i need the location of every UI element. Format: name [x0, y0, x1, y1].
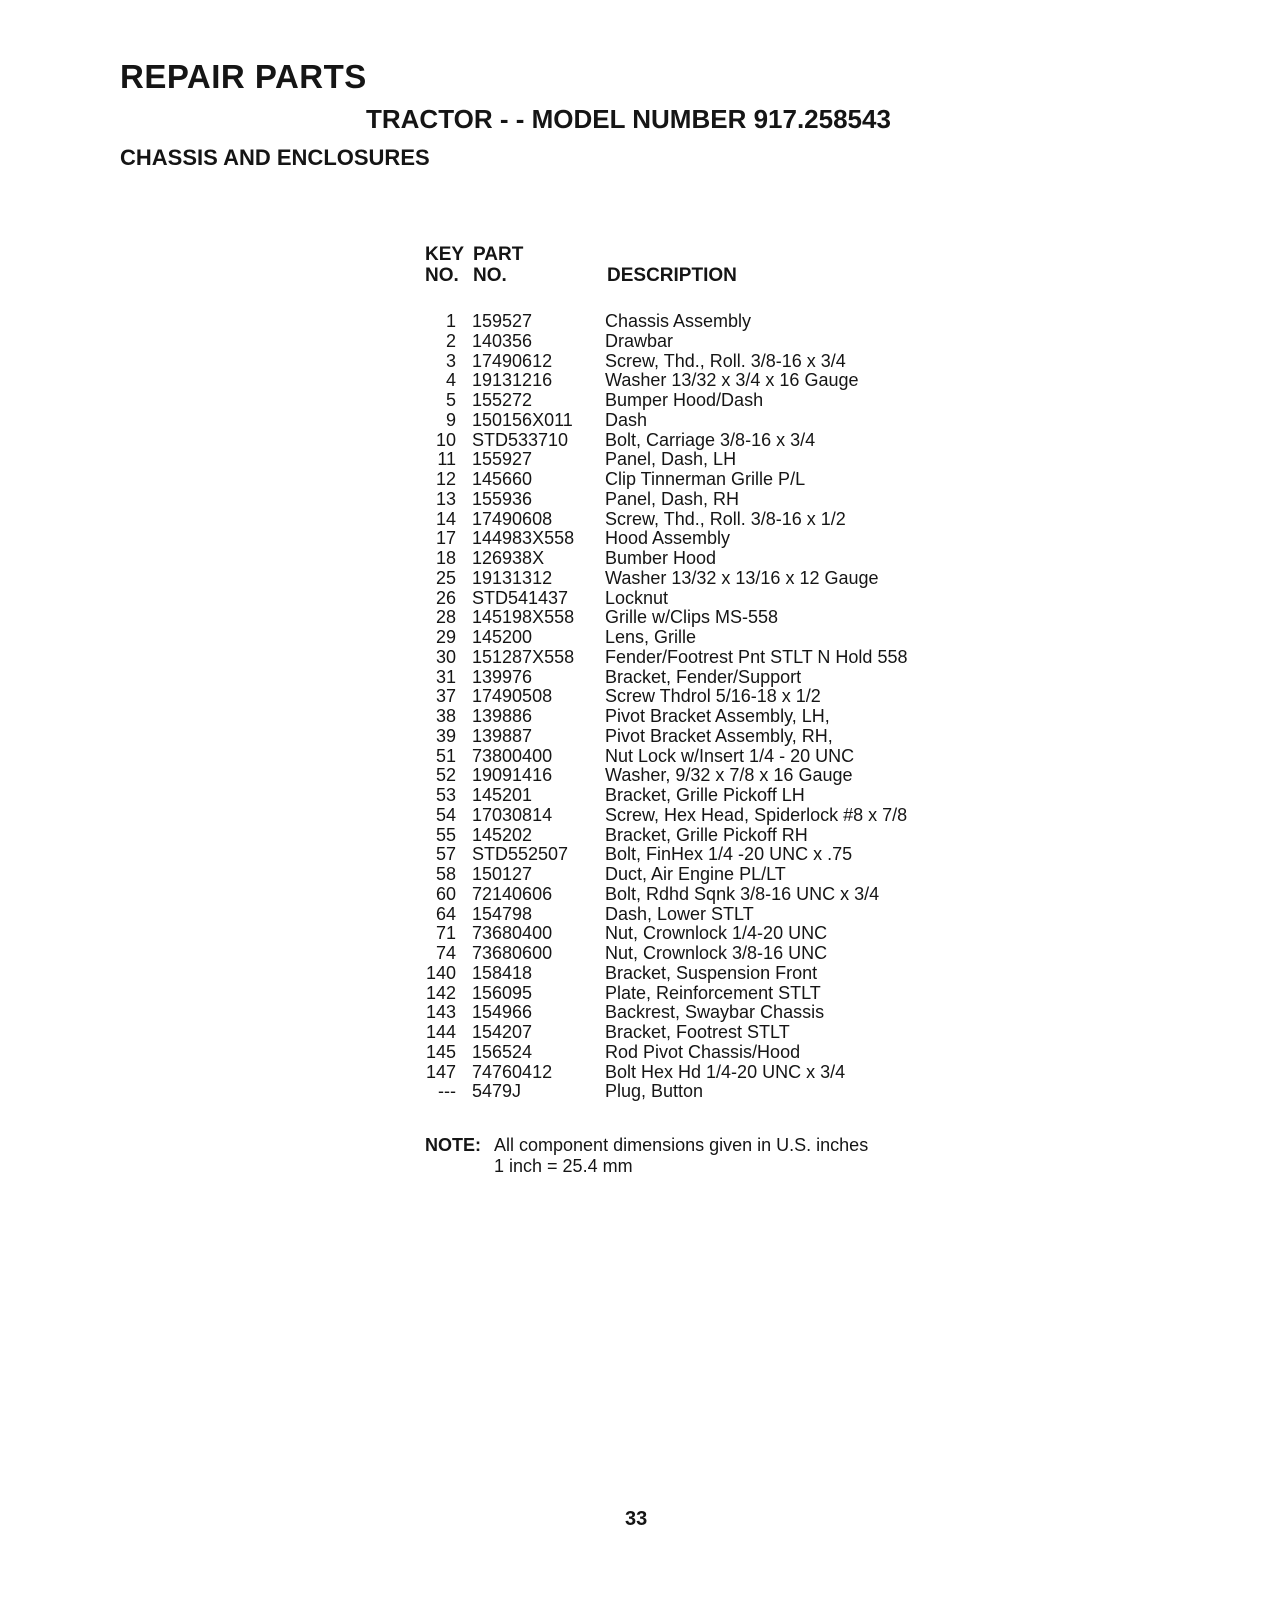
part-description: Dash [605, 409, 648, 430]
part-description: Washer 13/32 x 13/16 x 12 Gauge [605, 567, 879, 588]
part-description: Washer, 9/32 x 7/8 x 16 Gauge [605, 765, 853, 786]
part-number: 19131312 [472, 567, 553, 588]
part-number: 140356 [472, 330, 533, 351]
table-row [420, 312, 980, 332]
part-number: 139887 [472, 725, 533, 746]
part-description: Drawbar [605, 330, 674, 351]
part-number: 154798 [472, 903, 533, 924]
part-description: Rod Pivot Chassis/Hood [605, 1041, 801, 1062]
part-description: Panel, Dash, LH [605, 449, 737, 470]
part-number: 154966 [472, 1002, 533, 1023]
part-description: Plug, Button [605, 1081, 704, 1102]
part-column-header-line2: NO. [473, 265, 507, 286]
part-description: Screw, Thd., Roll. 3/8-16 x 1/2 [605, 508, 846, 529]
key-number: 4 [445, 370, 456, 391]
table-row [420, 687, 980, 707]
part-description: Panel, Dash, RH [605, 488, 740, 509]
page-title: REPAIR PARTS [120, 58, 367, 95]
key-number: 39 [435, 725, 456, 746]
key-number: --- [438, 1081, 456, 1102]
table-row [420, 924, 980, 944]
table-row [420, 608, 980, 628]
key-number: 2 [445, 330, 456, 351]
table-row [420, 628, 980, 648]
model-heading: TRACTOR - - MODEL NUMBER 917.258543 [366, 104, 891, 134]
part-description: Bracket, Grille Pickoff RH [605, 824, 808, 845]
table-row [420, 766, 980, 786]
key-number: 71 [435, 923, 456, 944]
table-row [420, 510, 980, 530]
part-number: 151287X558 [472, 646, 575, 667]
part-number: 17490508 [472, 686, 553, 707]
key-number: 14 [435, 508, 456, 529]
part-number: 144983X558 [472, 528, 575, 549]
key-number: 12 [435, 469, 456, 489]
table-row [420, 944, 980, 964]
part-number: 150127 [472, 864, 533, 884]
description-column-header: DESCRIPTION [607, 265, 737, 286]
table-row [420, 470, 980, 490]
key-number: 3 [445, 350, 456, 371]
part-number: STD533710 [472, 429, 569, 450]
part-number: 155936 [472, 488, 533, 509]
part-description: Nut, Crownlock 1/4-20 UNC [605, 923, 828, 944]
key-number: 11 [437, 449, 456, 470]
part-number: 126938X [472, 548, 545, 568]
key-number: 10 [435, 429, 456, 450]
part-number: 145202 [472, 824, 533, 845]
parts-list [420, 312, 980, 1102]
key-number: 26 [435, 587, 456, 608]
table-row [420, 352, 980, 372]
table-row [420, 865, 980, 885]
key-number: 140 [425, 962, 456, 983]
key-number: 38 [435, 706, 456, 726]
part-number: 73680600 [472, 943, 553, 963]
part-column-header-line1: PART [473, 244, 524, 265]
part-description: Screw, Hex Head, Spiderlock #8 x 7/8 [605, 804, 908, 825]
part-description: Screw Thdrol 5/16-18 x 1/2 [605, 686, 821, 707]
table-row [420, 1043, 980, 1063]
part-number: STD541437 [472, 587, 569, 608]
table-row [420, 826, 980, 846]
key-number: 9 [445, 409, 456, 430]
table-row [420, 905, 980, 925]
part-description: Washer 13/32 x 3/4 x 16 Gauge [605, 370, 859, 391]
table-row [420, 984, 980, 1004]
table-row [420, 1063, 980, 1083]
table-row [420, 885, 980, 905]
part-description: Bracket, Fender/Support [605, 666, 802, 687]
key-number: 17 [435, 528, 456, 549]
key-column-header-line2: NO. [425, 265, 459, 286]
table-row [420, 1082, 980, 1102]
note-text-line1: All component dimensions given in U.S. inches [494, 1135, 869, 1155]
part-description: Grille w/Clips MS-558 [605, 607, 779, 628]
key-number: 145 [425, 1041, 456, 1062]
key-number: 143 [425, 1002, 456, 1023]
key-number: 5 [445, 390, 456, 410]
part-description: Screw, Thd., Roll. 3/8-16 x 3/4 [605, 350, 846, 371]
part-number: 5479J [472, 1081, 522, 1102]
key-number: 18 [435, 548, 456, 568]
part-number: 139886 [472, 706, 533, 726]
part-description: Bolt, Carriage 3/8-16 x 3/4 [605, 429, 816, 450]
part-number: 145200 [472, 627, 533, 647]
table-row [420, 845, 980, 865]
part-number: 139976 [472, 666, 533, 687]
key-number: 31 [435, 666, 456, 687]
part-description: Nut, Crownlock 3/8-16 UNC [605, 943, 828, 963]
part-number: 17030814 [472, 804, 553, 825]
key-number: 147 [425, 1061, 456, 1082]
part-number: STD552507 [472, 844, 569, 865]
key-number: 57 [435, 844, 456, 865]
table-row [420, 549, 980, 569]
part-number: 19091416 [472, 765, 553, 786]
table-row [420, 806, 980, 826]
part-description: Pivot Bracket Assembly, LH, [605, 706, 830, 726]
part-description: Bracket, Suspension Front [605, 962, 818, 983]
part-description: Backrest, Swaybar Chassis [605, 1002, 825, 1023]
part-number: 158418 [472, 962, 533, 983]
part-number: 145660 [472, 469, 533, 489]
key-number: 52 [435, 765, 456, 786]
note-text-line2: 1 inch = 25.4 mm [494, 1156, 633, 1176]
key-number: 13 [435, 488, 456, 509]
part-number: 17490608 [472, 508, 553, 529]
part-description: Lens, Grille [605, 627, 697, 647]
part-number: 73800400 [472, 745, 553, 766]
part-description: Duct, Air Engine PL/LT [605, 864, 786, 884]
key-number: 37 [435, 686, 456, 707]
table-row [420, 589, 980, 609]
key-number: 29 [435, 627, 456, 647]
part-description: Locknut [605, 587, 669, 608]
key-number: 64 [435, 903, 456, 924]
page-number: 33 [625, 1508, 648, 1530]
key-number: 74 [435, 943, 456, 963]
part-number: 73680400 [472, 923, 553, 944]
part-number: 155272 [472, 390, 533, 410]
table-row [420, 431, 980, 451]
key-number: 1 [445, 311, 456, 331]
part-description: Bumber Hood [605, 548, 717, 568]
table-row [420, 391, 980, 411]
part-description: Clip Tinnerman Grille P/L [605, 469, 806, 489]
part-number: 72140606 [472, 883, 553, 904]
key-number: 53 [435, 785, 456, 805]
section-heading: CHASSIS AND ENCLOSURES [120, 145, 430, 170]
table-row [420, 1023, 980, 1043]
part-description: Dash, Lower STLT [605, 903, 754, 924]
key-number: 54 [435, 804, 456, 825]
part-description: Nut Lock w/Insert 1/4 - 20 UNC [605, 745, 855, 766]
key-number: 144 [425, 1022, 456, 1042]
key-number: 60 [435, 883, 456, 904]
part-number: 156095 [472, 982, 533, 1003]
part-description: Plate, Reinforcement STLT [605, 982, 821, 1003]
part-number: 145198X558 [472, 607, 575, 628]
table-row [420, 648, 980, 668]
table-row [420, 1003, 980, 1023]
table-row [420, 529, 980, 549]
table-row [420, 668, 980, 688]
part-description: Pivot Bracket Assembly, RH, [605, 725, 833, 746]
key-number: 142 [425, 982, 456, 1003]
part-description: Chassis Assembly [605, 311, 752, 331]
table-row [420, 707, 980, 727]
part-description: Bolt, Rdhd Sqnk 3/8-16 UNC x 3/4 [605, 883, 880, 904]
note-label: NOTE: [425, 1135, 481, 1155]
part-description: Bolt, FinHex 1/4 -20 UNC x .75 [605, 844, 853, 865]
key-column-header-line1: KEY [425, 244, 465, 265]
part-number: 154207 [472, 1022, 533, 1042]
part-description: Fender/Footrest Pnt STLT N Hold 558 [605, 646, 908, 667]
table-row [420, 964, 980, 984]
table-row [420, 490, 980, 510]
table-row [420, 569, 980, 589]
table-row [420, 450, 980, 470]
table-row [420, 727, 980, 747]
key-number: 25 [435, 567, 456, 588]
part-description: Bracket, Footrest STLT [605, 1022, 790, 1042]
part-description: Bolt Hex Hd 1/4-20 UNC x 3/4 [605, 1061, 846, 1082]
table-row [420, 332, 980, 352]
table-row [420, 786, 980, 806]
part-number: 145201 [472, 785, 533, 805]
part-number: 156524 [472, 1041, 533, 1062]
key-number: 51 [435, 745, 456, 766]
part-description: Bumper Hood/Dash [605, 390, 764, 410]
key-number: 30 [435, 646, 456, 667]
table-row [420, 371, 980, 391]
key-number: 58 [435, 864, 456, 884]
key-number: 28 [435, 607, 456, 628]
table-row [420, 747, 980, 767]
table-row [420, 411, 980, 431]
part-number: 74760412 [472, 1061, 553, 1082]
part-number: 17490612 [472, 350, 553, 371]
part-number: 159527 [472, 311, 533, 331]
part-number: 150156X011 [472, 409, 573, 430]
part-description: Bracket, Grille Pickoff LH [605, 785, 805, 805]
part-number: 155927 [472, 449, 533, 470]
key-number: 55 [435, 824, 456, 845]
part-description: Hood Assembly [605, 528, 731, 549]
part-number: 19131216 [472, 370, 553, 391]
